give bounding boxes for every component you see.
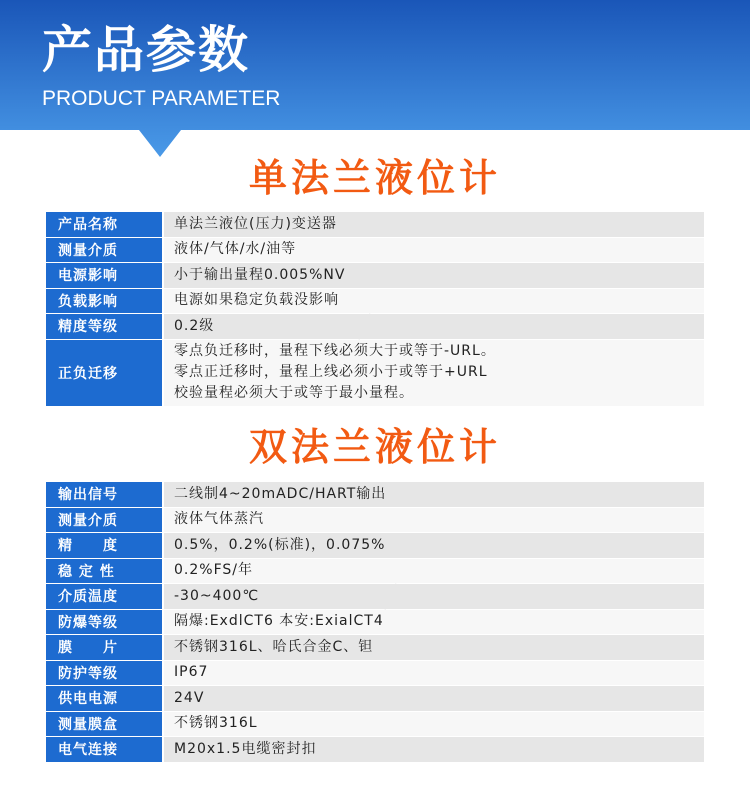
row-value: M20x1.5电缆密封扣 <box>164 737 704 762</box>
section-title-single: 单法兰液位计 <box>248 156 501 200</box>
section-title-double: 双法兰液位计 <box>248 425 501 469</box>
row-value: 零点负迁移时，量程下线必须大于或等于-URL。 零点正迁移时，量程上线必须小于或等于+URL 校验量程必须大于或等于最小量程。 <box>164 340 704 406</box>
row-value: 0.2级 <box>164 314 704 339</box>
row-value: 液体气体蒸汽 <box>164 508 704 533</box>
table-row <box>46 533 704 558</box>
table-row <box>46 238 704 263</box>
table-row <box>46 289 704 314</box>
table-row <box>46 712 704 737</box>
row-label: 防爆等级 <box>46 610 162 635</box>
table-row <box>46 508 704 533</box>
table-row <box>46 340 704 406</box>
table-row <box>46 263 704 288</box>
row-value: 0.5%，0.2%(标准)，0.075% <box>164 533 704 558</box>
table-row <box>46 559 704 584</box>
row-label: 负载影响 <box>46 289 162 314</box>
row-value: 小于输出量程0.005%NV <box>164 263 704 288</box>
table-row <box>46 314 704 339</box>
spec-table-single <box>46 212 704 407</box>
row-label: 测量膜盒 <box>46 712 162 737</box>
row-label: 正负迁移 <box>46 340 162 406</box>
table-row <box>46 686 704 711</box>
row-label: 介质温度 <box>46 584 162 609</box>
row-value: 不锈钢316L、哈氏合金C、钽 <box>164 635 704 660</box>
row-value: -30~400℃ <box>164 584 704 609</box>
header-banner <box>0 0 750 158</box>
row-value: 电源如果稳定负载没影响 <box>164 289 704 314</box>
row-label: 精 度 <box>46 533 162 558</box>
row-label: 膜 片 <box>46 635 162 660</box>
row-label: 电气连接 <box>46 737 162 762</box>
row-label: 电源影响 <box>46 263 162 288</box>
table-row <box>46 212 704 237</box>
table-row <box>46 482 704 507</box>
row-value: 单法兰液位(压力)变送器 <box>164 212 704 237</box>
row-label: 供电电源 <box>46 686 162 711</box>
row-value: IP67 <box>164 661 704 686</box>
row-value: 24V <box>164 686 704 711</box>
page-title: 产品参数 <box>42 21 250 79</box>
table-row <box>46 661 704 686</box>
row-label: 精度等级 <box>46 314 162 339</box>
row-label: 测量介质 <box>46 238 162 263</box>
row-value: 隔爆:ExdlCT6 本安:ExialCT4 <box>164 610 704 635</box>
table-row <box>46 635 704 660</box>
row-value: 二线制4~20mADC/HART输出 <box>164 482 704 507</box>
spec-table-double <box>46 482 704 763</box>
row-label: 防护等级 <box>46 661 162 686</box>
page-subtitle: PRODUCT PARAMETER <box>42 87 281 110</box>
row-label: 测量介质 <box>46 508 162 533</box>
row-value: 液体/气体/水/油等 <box>164 238 704 263</box>
table-row <box>46 610 704 635</box>
table-row <box>46 737 704 762</box>
row-value: 0.2%FS/年 <box>164 559 704 584</box>
row-label: 稳 定 性 <box>46 559 162 584</box>
row-label: 产品名称 <box>46 212 162 237</box>
row-value: 不锈钢316L <box>164 712 704 737</box>
row-label: 输出信号 <box>46 482 162 507</box>
table-row <box>46 584 704 609</box>
